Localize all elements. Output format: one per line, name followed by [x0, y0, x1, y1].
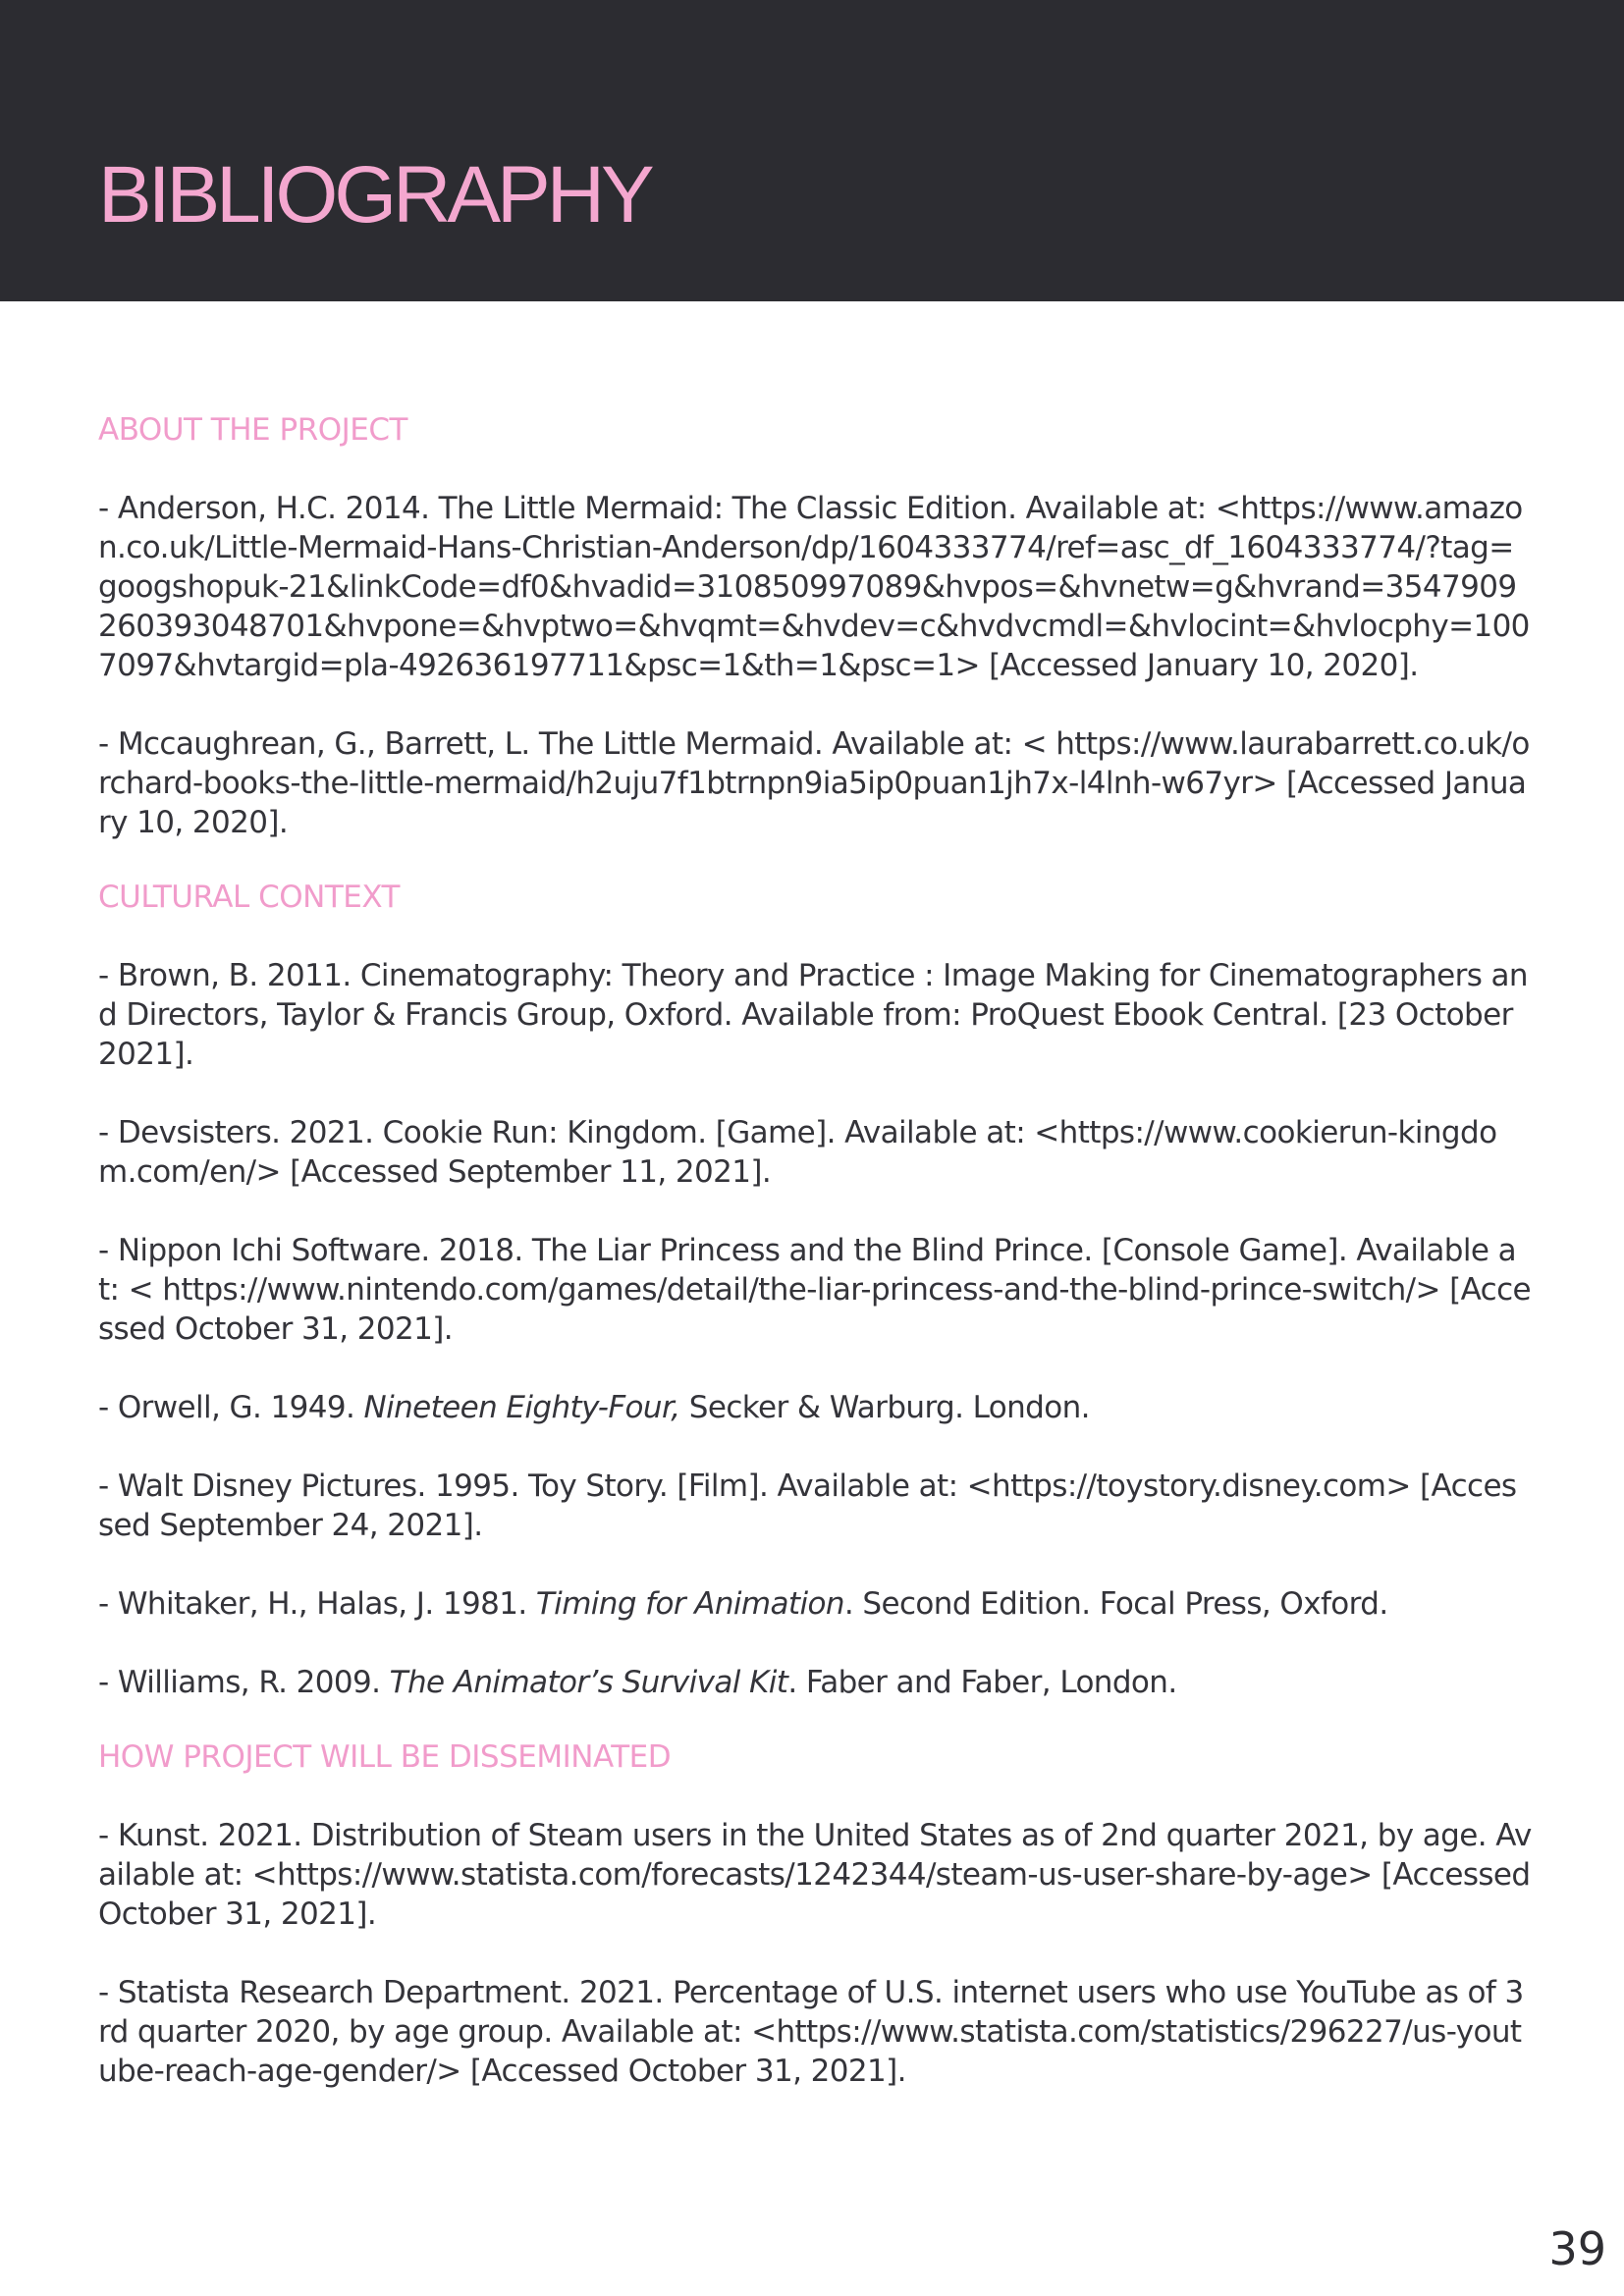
section-heading: ABOUT THE PROJECT: [98, 412, 407, 448]
page-title: BIBLIOGRAPHY: [98, 150, 651, 240]
bibliography-entry: [98, 1388, 1532, 1427]
bibliography-entry: [98, 724, 1532, 842]
entry-text: - Williams, R. 2009.: [98, 1665, 390, 1700]
entry-text: - Nippon Ichi Software. 2018. The Liar Princess and the Blind Prince. [Console Game]. Available at: < https://www.nintendo.com/games/detail/the-liar-princess-and-the-blind-prince-switch/> [Accessed October 31, 2021].: [98, 1233, 1532, 1347]
entry-list: [98, 489, 1532, 842]
entry-text: - Walt Disney Pictures. 1995. Toy Story. [Film]. Available at: <https://toystory.disney.com> [Accessed September 24, 2021].: [98, 1468, 1517, 1543]
bibliography-section: [98, 410, 1532, 842]
entry-text: - Kunst. 2021. Distribution of Steam users in the United States as of 2nd quarter 2021, by age. Available at: <https://www.statista.com/forecasts/1242344/steam-us-user-share-by-age> [Accessed October 31, 2021].: [98, 1818, 1532, 1932]
entry-title-italic: Nineteen Eighty-Four,: [363, 1390, 680, 1425]
entry-text: - Statista Research Department. 2021. Percentage of U.S. internet users who use YouTube as of 3rd quarter 2020, by age group. Available at: <https://www.statista.com/statistics/296227/us-youtube-reach-age-gender/> [Accessed October 31, 2021].: [98, 1975, 1524, 2089]
bibliography-entry: [98, 1663, 1532, 1702]
entry-text: - Mccaughrean, G., Barrett, L. The Little Mermaid. Available at: < https://www.laurabarrett.co.uk/orchard-books-the-little-mermaid/h2uju7f1btrnpn9ia5ip0puan1jh7x-l4lnh-w67yr> [Accessed January 10, 2020].: [98, 726, 1530, 840]
entry-list: [98, 1816, 1532, 2091]
section-heading: CULTURAL CONTEXT: [98, 880, 400, 915]
entry-text: - Anderson, H.C. 2014. The Little Mermaid: The Classic Edition. Available at: <https://www.amazon.co.uk/Little-Mermaid-Hans-Christian-Anderson/dp/1604333774/ref=asc_df_1604333774/?tag=googshopuk-21&linkCode=df0&hvadid=310850997089&hvpos=&hvnetw=g&hvrand=3547909260393048701&hvpone=&hvptwo=&hvqmt=&hvdev=c&hvdvcmdl=&hvlocint=&hvlocphy=1007097&hvtargid=pla-492636197711&psc=1&th=1&psc=1> [Accessed January 10, 2020].: [98, 491, 1530, 683]
bibliography-entry: [98, 1973, 1532, 2091]
bibliography-entry: [98, 1584, 1532, 1624]
entry-title-italic: The Animator’s Survival Kit: [389, 1665, 788, 1700]
entry-text: - Whitaker, H., Halas, J. 1981.: [98, 1586, 536, 1622]
bibliography-section: [98, 1737, 1532, 2091]
bibliography-content: [98, 410, 1532, 2130]
entry-title-italic: Timing for Animation: [535, 1586, 844, 1622]
bibliography-section: [98, 878, 1532, 1702]
bibliography-entry: [98, 956, 1532, 1074]
bibliography-entry: [98, 1113, 1532, 1192]
entry-text: - Orwell, G. 1949.: [98, 1390, 364, 1425]
page-number: 39: [1548, 2222, 1606, 2275]
header-band: [0, 0, 1624, 301]
section-heading: HOW PROJECT WILL BE DISSEMINATED: [98, 1739, 672, 1775]
entry-text: Secker & Warburg. London.: [679, 1390, 1090, 1425]
entry-text: - Devsisters. 2021. Cookie Run: Kingdom. [Game]. Available at: <https://www.cookierun-kingdom.com/en/> [Accessed September 11, 2021].: [98, 1115, 1497, 1190]
entry-text: - Brown, B. 2011. Cinematography: Theory and Practice : Image Making for Cinematographers and Directors, Taylor & Francis Group, Oxford. Available from: ProQuest Ebook Central. [23 October 2021].: [98, 958, 1528, 1072]
bibliography-entry: [98, 1231, 1532, 1349]
entry-text: . Faber and Faber, London.: [787, 1665, 1177, 1700]
bibliography-entry: [98, 489, 1532, 685]
entry-text: . Second Edition. Focal Press, Oxford.: [843, 1586, 1388, 1622]
bibliography-entry: [98, 1467, 1532, 1545]
bibliography-entry: [98, 1816, 1532, 1934]
entry-list: [98, 956, 1532, 1702]
